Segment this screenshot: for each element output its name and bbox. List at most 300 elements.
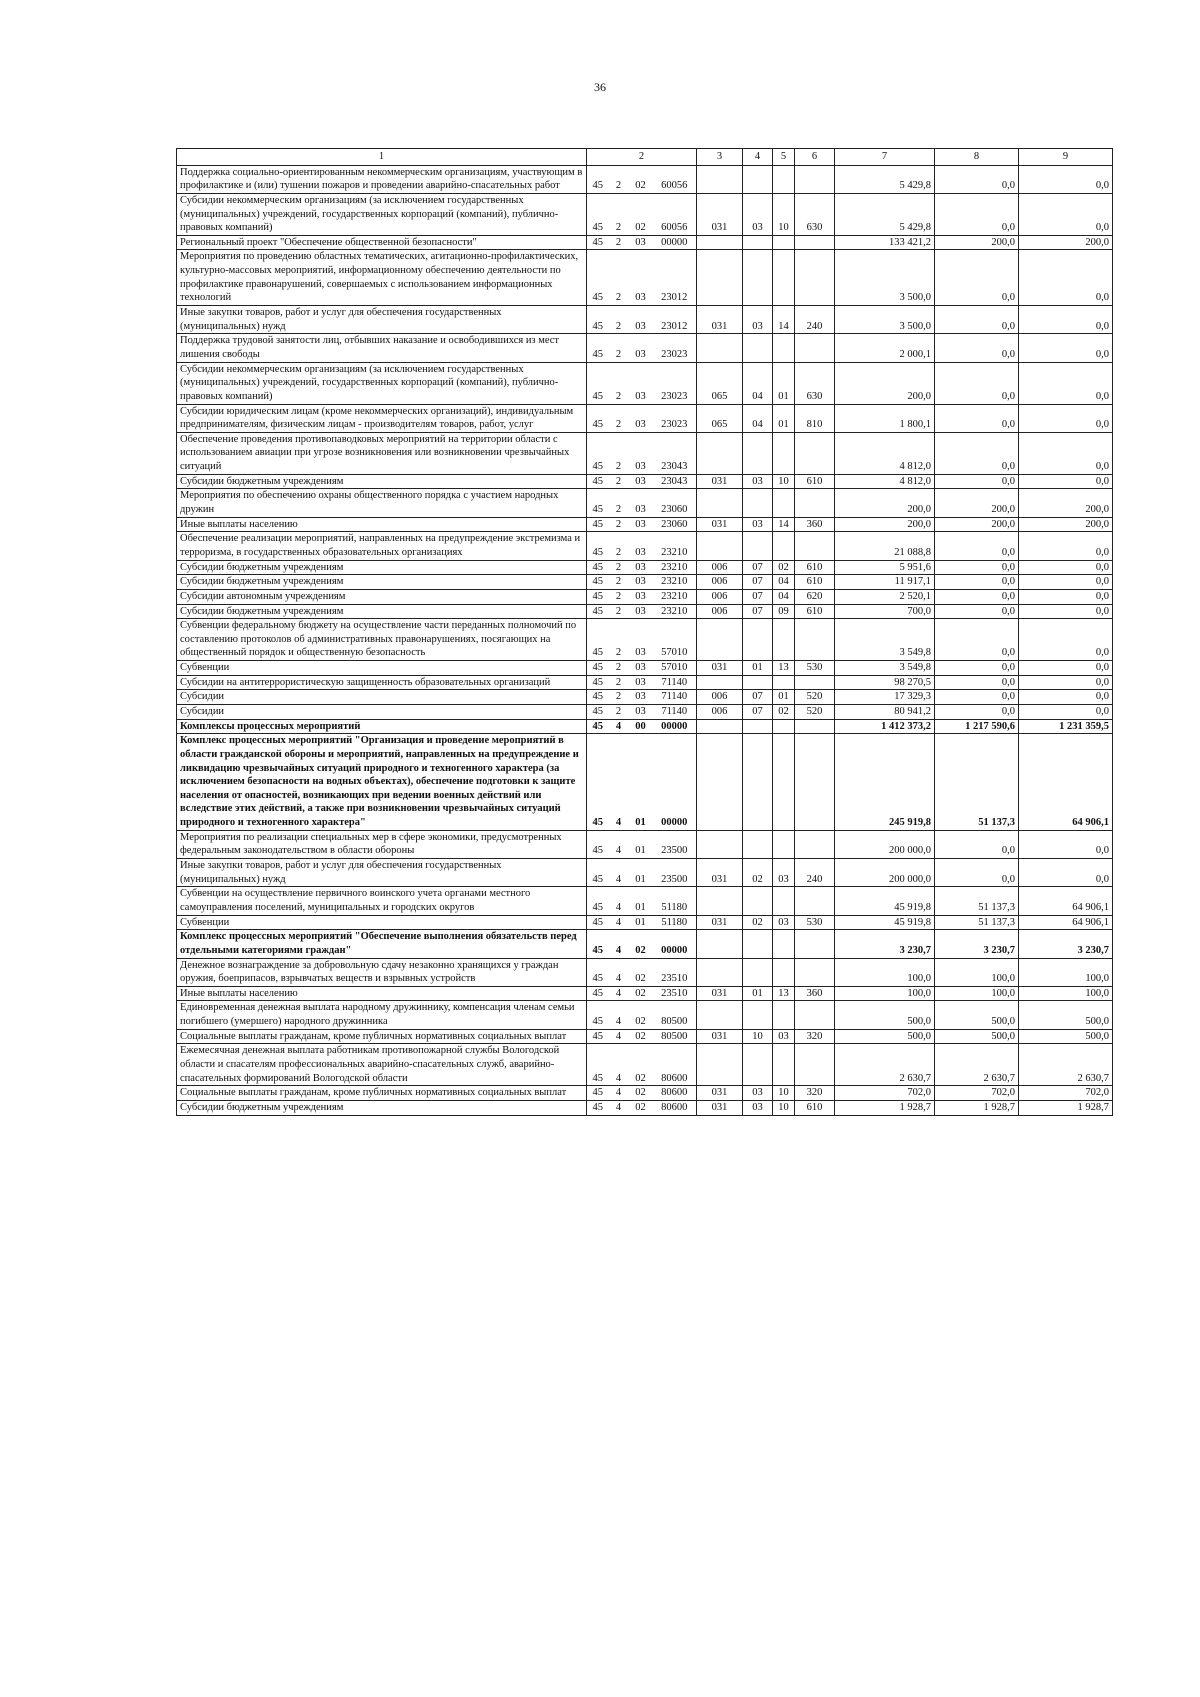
code-part-2: 4 xyxy=(609,719,629,734)
col-9-value: 0,0 xyxy=(1019,619,1113,661)
col-4-value xyxy=(743,235,773,250)
table-row xyxy=(177,675,1113,690)
table-row xyxy=(177,193,1113,235)
col-header-4: 4 xyxy=(743,149,773,166)
col-9-value: 0,0 xyxy=(1019,362,1113,404)
code-part-2: 2 xyxy=(609,235,629,250)
col-3-value xyxy=(697,887,743,915)
code-part-3: 03 xyxy=(629,235,653,250)
row-name: Комплекс процессных мероприятий "Обеспечение выполнения обязательств перед отдельными категориями граждан" xyxy=(177,930,587,958)
code-part-3: 03 xyxy=(629,404,653,432)
col-3-value xyxy=(697,250,743,306)
table-row xyxy=(177,489,1113,517)
col-6-value xyxy=(795,250,835,306)
col-8-value: 200,0 xyxy=(935,235,1019,250)
code-part-1: 45 xyxy=(587,334,609,362)
col-6-value: 630 xyxy=(795,193,835,235)
col-6-value xyxy=(795,334,835,362)
row-name: Социальные выплаты гражданам, кроме публичных нормативных социальных выплат xyxy=(177,1029,587,1044)
code-part-3: 00 xyxy=(629,719,653,734)
col-4-value: 07 xyxy=(743,690,773,705)
col-4-value xyxy=(743,532,773,560)
col-5-value: 02 xyxy=(773,560,795,575)
col-7-value: 133 421,2 xyxy=(835,235,935,250)
code-part-2: 2 xyxy=(609,362,629,404)
col-4-value: 03 xyxy=(743,306,773,334)
col-8-value: 1 928,7 xyxy=(935,1100,1019,1115)
col-6-value: 610 xyxy=(795,604,835,619)
col-8-value: 100,0 xyxy=(935,958,1019,986)
col-8-value: 0,0 xyxy=(935,404,1019,432)
col-3-value xyxy=(697,1001,743,1029)
col-6-value: 520 xyxy=(795,690,835,705)
col-4-value: 04 xyxy=(743,404,773,432)
col-7-value: 245 919,8 xyxy=(835,734,935,830)
table-row xyxy=(177,334,1113,362)
code-part-1: 45 xyxy=(587,719,609,734)
code-part-3: 03 xyxy=(629,661,653,676)
row-name: Субсидии автономным учреждениям xyxy=(177,589,587,604)
code-part-2: 4 xyxy=(609,930,629,958)
table-row xyxy=(177,517,1113,532)
code-part-2: 2 xyxy=(609,619,629,661)
col-4-value xyxy=(743,165,773,193)
col-8-value: 0,0 xyxy=(935,589,1019,604)
code-part-4: 80500 xyxy=(653,1029,697,1044)
col-3-value: 031 xyxy=(697,1086,743,1101)
col-7-value: 200,0 xyxy=(835,362,935,404)
code-part-2: 2 xyxy=(609,193,629,235)
col-6-value xyxy=(795,489,835,517)
code-part-1: 45 xyxy=(587,362,609,404)
col-4-value: 03 xyxy=(743,1086,773,1101)
table-row xyxy=(177,432,1113,474)
col-6-value xyxy=(795,719,835,734)
code-part-1: 45 xyxy=(587,165,609,193)
col-4-value: 07 xyxy=(743,575,773,590)
code-part-1: 45 xyxy=(587,986,609,1001)
col-7-value: 98 270,5 xyxy=(835,675,935,690)
col-5-value: 14 xyxy=(773,517,795,532)
code-part-1: 45 xyxy=(587,887,609,915)
col-3-value: 031 xyxy=(697,474,743,489)
code-part-1: 45 xyxy=(587,489,609,517)
col-8-value: 51 137,3 xyxy=(935,915,1019,930)
code-part-1: 45 xyxy=(587,619,609,661)
row-name: Иные выплаты населению xyxy=(177,517,587,532)
col-4-value xyxy=(743,958,773,986)
col-3-value: 031 xyxy=(697,915,743,930)
code-part-2: 2 xyxy=(609,334,629,362)
code-part-4: 71140 xyxy=(653,690,697,705)
col-7-value: 3 230,7 xyxy=(835,930,935,958)
col-9-value: 0,0 xyxy=(1019,859,1113,887)
table-row xyxy=(177,604,1113,619)
code-part-4: 57010 xyxy=(653,619,697,661)
col-6-value xyxy=(795,619,835,661)
col-8-value: 100,0 xyxy=(935,986,1019,1001)
col-6-value: 320 xyxy=(795,1029,835,1044)
col-4-value xyxy=(743,619,773,661)
code-part-3: 03 xyxy=(629,362,653,404)
col-3-value: 031 xyxy=(697,517,743,532)
row-name: Иные выплаты населению xyxy=(177,986,587,1001)
code-part-4: 23210 xyxy=(653,560,697,575)
col-9-value: 200,0 xyxy=(1019,235,1113,250)
col-9-value: 1 231 359,5 xyxy=(1019,719,1113,734)
code-part-3: 01 xyxy=(629,859,653,887)
col-8-value: 0,0 xyxy=(935,661,1019,676)
col-7-value: 200 000,0 xyxy=(835,830,935,858)
col-header-8: 8 xyxy=(935,149,1019,166)
code-part-2: 4 xyxy=(609,1086,629,1101)
code-part-1: 45 xyxy=(587,930,609,958)
code-part-1: 45 xyxy=(587,589,609,604)
code-part-4: 23210 xyxy=(653,532,697,560)
table-row xyxy=(177,1100,1113,1115)
col-6-value: 610 xyxy=(795,474,835,489)
col-7-value: 1 800,1 xyxy=(835,404,935,432)
col-3-value xyxy=(697,1044,743,1086)
col-6-value xyxy=(795,235,835,250)
col-9-value: 1 928,7 xyxy=(1019,1100,1113,1115)
col-6-value xyxy=(795,675,835,690)
col-7-value: 200,0 xyxy=(835,489,935,517)
col-9-value: 0,0 xyxy=(1019,404,1113,432)
code-part-4: 23500 xyxy=(653,830,697,858)
col-4-value xyxy=(743,830,773,858)
code-part-4: 23012 xyxy=(653,250,697,306)
col-6-value xyxy=(795,887,835,915)
col-6-value: 240 xyxy=(795,306,835,334)
col-6-value xyxy=(795,930,835,958)
col-5-value: 10 xyxy=(773,193,795,235)
code-part-3: 03 xyxy=(629,306,653,334)
code-part-2: 2 xyxy=(609,575,629,590)
code-part-1: 45 xyxy=(587,675,609,690)
col-7-value: 500,0 xyxy=(835,1001,935,1029)
code-part-2: 2 xyxy=(609,661,629,676)
code-part-3: 03 xyxy=(629,489,653,517)
table-row xyxy=(177,690,1113,705)
col-3-value: 065 xyxy=(697,404,743,432)
col-9-value: 0,0 xyxy=(1019,532,1113,560)
row-name: Поддержка трудовой занятости лиц, отбывших наказание и освободившихся из мест лишения свободы xyxy=(177,334,587,362)
col-8-value: 0,0 xyxy=(935,830,1019,858)
col-9-value: 0,0 xyxy=(1019,575,1113,590)
row-name: Субсидии бюджетным учреждениям xyxy=(177,575,587,590)
col-9-value: 2 630,7 xyxy=(1019,1044,1113,1086)
code-part-4: 80600 xyxy=(653,1100,697,1115)
col-4-value xyxy=(743,1001,773,1029)
table-row xyxy=(177,986,1113,1001)
col-9-value: 64 906,1 xyxy=(1019,887,1113,915)
code-part-1: 45 xyxy=(587,1086,609,1101)
code-part-3: 02 xyxy=(629,1086,653,1101)
table-row xyxy=(177,575,1113,590)
col-4-value xyxy=(743,250,773,306)
row-name: Ежемесячная денежная выплата работникам противопожарной службы Вологодской области и спасателям профессиональных аварийно-спасательных служб, аварийно-спасательных формирований Вологодской области xyxy=(177,1044,587,1086)
col-3-value xyxy=(697,532,743,560)
col-5-value xyxy=(773,1044,795,1086)
col-7-value: 5 429,8 xyxy=(835,165,935,193)
table-row xyxy=(177,859,1113,887)
table-row xyxy=(177,619,1113,661)
col-4-value: 04 xyxy=(743,362,773,404)
col-5-value xyxy=(773,958,795,986)
col-8-value: 0,0 xyxy=(935,619,1019,661)
code-part-2: 4 xyxy=(609,1044,629,1086)
code-part-4: 71140 xyxy=(653,675,697,690)
code-part-3: 03 xyxy=(629,517,653,532)
col-3-value: 031 xyxy=(697,986,743,1001)
col-8-value: 0,0 xyxy=(935,532,1019,560)
col-4-value: 02 xyxy=(743,859,773,887)
col-5-value: 03 xyxy=(773,915,795,930)
col-6-value: 520 xyxy=(795,704,835,719)
col-4-value: 07 xyxy=(743,560,773,575)
col-4-value xyxy=(743,489,773,517)
code-part-1: 45 xyxy=(587,915,609,930)
code-part-4: 23210 xyxy=(653,604,697,619)
col-8-value: 0,0 xyxy=(935,675,1019,690)
code-part-2: 2 xyxy=(609,432,629,474)
col-5-value xyxy=(773,830,795,858)
col-header-7: 7 xyxy=(835,149,935,166)
col-7-value: 17 329,3 xyxy=(835,690,935,705)
col-9-value: 0,0 xyxy=(1019,474,1113,489)
code-part-1: 45 xyxy=(587,690,609,705)
col-3-value: 031 xyxy=(697,306,743,334)
code-part-2: 2 xyxy=(609,704,629,719)
code-part-2: 2 xyxy=(609,165,629,193)
row-name: Региональный проект "Обеспечение общественной безопасности" xyxy=(177,235,587,250)
code-part-2: 2 xyxy=(609,675,629,690)
code-part-4: 23510 xyxy=(653,958,697,986)
row-name: Поддержка социально-ориентированным некоммерческим организациям, участвующим в профилактике и (или) тушении пожаров и проведении аварийно-спасательных работ xyxy=(177,165,587,193)
col-7-value: 80 941,2 xyxy=(835,704,935,719)
col-6-value: 360 xyxy=(795,517,835,532)
code-part-3: 01 xyxy=(629,915,653,930)
table-row xyxy=(177,362,1113,404)
row-name: Субсидии некоммерческим организациям (за исключением государственных (муниципальных) учреждений, государственных корпораций (компаний), публично-правовых компаний) xyxy=(177,193,587,235)
code-part-1: 45 xyxy=(587,306,609,334)
col-4-value xyxy=(743,675,773,690)
code-part-2: 4 xyxy=(609,859,629,887)
budget-table xyxy=(176,148,1113,1116)
row-name: Мероприятия по обеспечению охраны общественного порядка с участием народных дружин xyxy=(177,489,587,517)
col-4-value xyxy=(743,1044,773,1086)
col-7-value: 11 917,1 xyxy=(835,575,935,590)
col-8-value: 0,0 xyxy=(935,704,1019,719)
col-5-value xyxy=(773,165,795,193)
col-3-value xyxy=(697,830,743,858)
code-part-3: 03 xyxy=(629,675,653,690)
code-part-1: 45 xyxy=(587,958,609,986)
col-7-value: 45 919,8 xyxy=(835,915,935,930)
col-8-value: 702,0 xyxy=(935,1086,1019,1101)
code-part-2: 2 xyxy=(609,517,629,532)
code-part-4: 51180 xyxy=(653,915,697,930)
col-3-value: 006 xyxy=(697,604,743,619)
code-part-3: 03 xyxy=(629,604,653,619)
code-part-2: 2 xyxy=(609,489,629,517)
table-row xyxy=(177,474,1113,489)
code-part-4: 00000 xyxy=(653,930,697,958)
col-4-value xyxy=(743,930,773,958)
col-6-value: 810 xyxy=(795,404,835,432)
code-part-4: 00000 xyxy=(653,734,697,830)
col-7-value: 3 549,8 xyxy=(835,619,935,661)
col-header-9: 9 xyxy=(1019,149,1113,166)
col-5-value: 01 xyxy=(773,404,795,432)
row-name: Субвенции xyxy=(177,661,587,676)
col-9-value: 0,0 xyxy=(1019,675,1113,690)
row-name: Субсидии бюджетным учреждениям xyxy=(177,560,587,575)
row-name: Субсидии бюджетным учреждениям xyxy=(177,1100,587,1115)
code-part-4: 80600 xyxy=(653,1044,697,1086)
code-part-4: 23210 xyxy=(653,589,697,604)
col-4-value xyxy=(743,432,773,474)
table-row xyxy=(177,589,1113,604)
col-3-value: 006 xyxy=(697,575,743,590)
row-name: Единовременная денежная выплата народному дружиннику, компенсация членам семьи погибшего (умершего) народного дружинника xyxy=(177,1001,587,1029)
code-part-2: 2 xyxy=(609,690,629,705)
col-7-value: 200 000,0 xyxy=(835,859,935,887)
table-row xyxy=(177,734,1113,830)
col-6-value: 610 xyxy=(795,1100,835,1115)
col-3-value xyxy=(697,930,743,958)
col-5-value: 10 xyxy=(773,1086,795,1101)
code-part-1: 45 xyxy=(587,474,609,489)
code-part-4: 23510 xyxy=(653,986,697,1001)
col-3-value: 031 xyxy=(697,193,743,235)
col-8-value: 0,0 xyxy=(935,165,1019,193)
col-9-value: 500,0 xyxy=(1019,1029,1113,1044)
col-6-value: 630 xyxy=(795,362,835,404)
col-7-value: 1 412 373,2 xyxy=(835,719,935,734)
col-9-value: 200,0 xyxy=(1019,489,1113,517)
row-name: Субвенции на осуществление первичного воинского учета органами местного самоуправления поселений, муниципальных и городских округов xyxy=(177,887,587,915)
code-part-3: 02 xyxy=(629,986,653,1001)
table-row xyxy=(177,235,1113,250)
code-part-2: 4 xyxy=(609,915,629,930)
col-6-value xyxy=(795,165,835,193)
col-3-value: 006 xyxy=(697,690,743,705)
col-5-value: 03 xyxy=(773,859,795,887)
col-8-value: 0,0 xyxy=(935,560,1019,575)
col-7-value: 200,0 xyxy=(835,517,935,532)
col-3-value xyxy=(697,489,743,517)
col-8-value: 3 230,7 xyxy=(935,930,1019,958)
code-part-4: 00000 xyxy=(653,235,697,250)
table-body xyxy=(177,165,1113,1115)
col-3-value xyxy=(697,719,743,734)
col-8-value: 0,0 xyxy=(935,193,1019,235)
col-3-value xyxy=(697,958,743,986)
col-5-value: 01 xyxy=(773,362,795,404)
code-part-2: 4 xyxy=(609,1029,629,1044)
col-3-value: 031 xyxy=(697,1029,743,1044)
table-row xyxy=(177,958,1113,986)
col-4-value xyxy=(743,734,773,830)
code-part-2: 2 xyxy=(609,560,629,575)
col-9-value: 0,0 xyxy=(1019,704,1113,719)
table-row xyxy=(177,930,1113,958)
code-part-4: 51180 xyxy=(653,887,697,915)
code-part-3: 01 xyxy=(629,830,653,858)
col-7-value: 100,0 xyxy=(835,986,935,1001)
col-6-value: 610 xyxy=(795,575,835,590)
col-header-5: 5 xyxy=(773,149,795,166)
col-9-value: 500,0 xyxy=(1019,1001,1113,1029)
code-part-3: 02 xyxy=(629,958,653,986)
col-6-value: 610 xyxy=(795,560,835,575)
col-7-value: 3 549,8 xyxy=(835,661,935,676)
code-part-2: 2 xyxy=(609,532,629,560)
table-row xyxy=(177,1029,1113,1044)
code-part-1: 45 xyxy=(587,604,609,619)
col-9-value: 100,0 xyxy=(1019,986,1113,1001)
code-part-3: 03 xyxy=(629,532,653,560)
col-6-value xyxy=(795,830,835,858)
table-row xyxy=(177,560,1113,575)
col-6-value: 620 xyxy=(795,589,835,604)
col-4-value xyxy=(743,887,773,915)
table-row xyxy=(177,915,1113,930)
col-3-value: 031 xyxy=(697,859,743,887)
col-4-value xyxy=(743,334,773,362)
row-name: Мероприятия по проведению областных тематических, агитационно-профилактических, культурно-массовых мероприятий, информационному обеспечению деятельности по профилактике правонарушений, совершаемых с использованием информационных технологий xyxy=(177,250,587,306)
col-5-value xyxy=(773,489,795,517)
code-part-3: 01 xyxy=(629,887,653,915)
col-7-value: 500,0 xyxy=(835,1029,935,1044)
table-row xyxy=(177,830,1113,858)
code-part-1: 45 xyxy=(587,1100,609,1115)
col-9-value: 0,0 xyxy=(1019,432,1113,474)
code-part-1: 45 xyxy=(587,193,609,235)
row-name: Обеспечение проведения противопаводковых мероприятий на территории области с использованием авиации при угрозе возникновения или возникновении чрезвычайных ситуаций xyxy=(177,432,587,474)
code-part-2: 2 xyxy=(609,404,629,432)
col-8-value: 0,0 xyxy=(935,432,1019,474)
table-row xyxy=(177,306,1113,334)
col-8-value: 0,0 xyxy=(935,362,1019,404)
col-4-value: 03 xyxy=(743,474,773,489)
code-part-4: 23500 xyxy=(653,859,697,887)
code-part-3: 02 xyxy=(629,930,653,958)
col-7-value: 4 812,0 xyxy=(835,474,935,489)
col-7-value: 2 630,7 xyxy=(835,1044,935,1086)
code-part-1: 45 xyxy=(587,517,609,532)
col-4-value: 02 xyxy=(743,915,773,930)
code-part-3: 03 xyxy=(629,690,653,705)
table-row xyxy=(177,661,1113,676)
code-part-2: 2 xyxy=(609,589,629,604)
row-name: Субвенции xyxy=(177,915,587,930)
col-9-value: 0,0 xyxy=(1019,193,1113,235)
col-9-value: 64 906,1 xyxy=(1019,734,1113,830)
code-part-1: 45 xyxy=(587,830,609,858)
code-part-3: 02 xyxy=(629,165,653,193)
row-name: Мероприятия по реализации специальных мер в сфере экономики, предусмотренных федеральным законодательством в области обороны xyxy=(177,830,587,858)
col-5-value: 10 xyxy=(773,1100,795,1115)
col-3-value xyxy=(697,235,743,250)
col-7-value: 702,0 xyxy=(835,1086,935,1101)
code-part-4: 71140 xyxy=(653,704,697,719)
col-5-value xyxy=(773,250,795,306)
code-part-2: 4 xyxy=(609,1100,629,1115)
code-part-4: 00000 xyxy=(653,719,697,734)
